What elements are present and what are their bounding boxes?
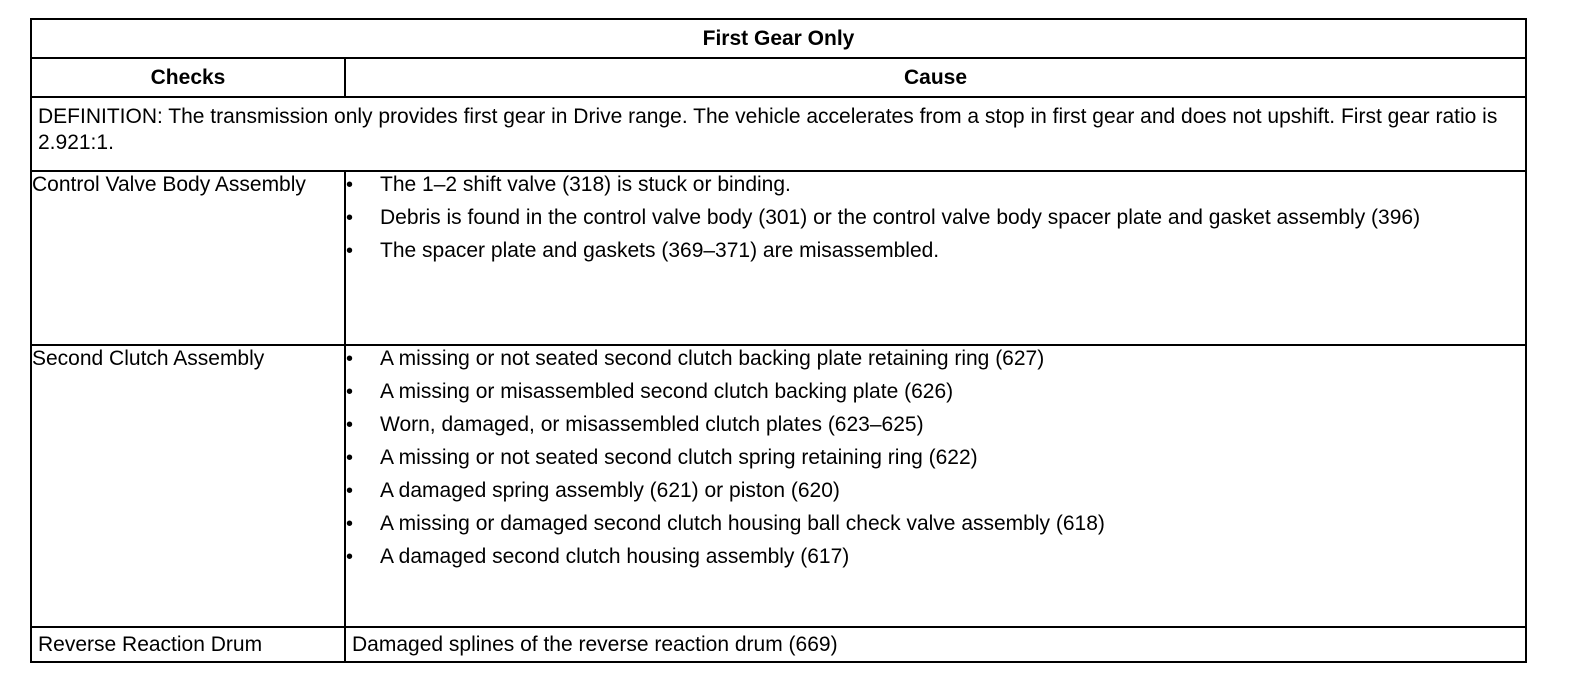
table-row: [31, 627, 1526, 662]
cause-item: [346, 238, 1525, 264]
cause-item: [346, 205, 1525, 231]
cause-text: A missing or not seated second clutch backing plate retaining ring (627): [380, 347, 1045, 370]
cause-text: Debris is found in the control valve body (301) or the control valve body spacer plate and gasket assembly (396): [380, 206, 1421, 229]
cause-text: The 1–2 shift valve (318) is stuck or binding.: [380, 173, 791, 196]
diagnostic-table: [30, 18, 1527, 663]
cause-text: The spacer plate and gaskets (369–371) are misassembled.: [380, 239, 940, 262]
cause-item: [346, 544, 1525, 570]
bullet-icon: •: [346, 174, 354, 196]
cause-item: [346, 172, 1525, 198]
cause-cell: [345, 345, 1526, 627]
cause-item: [346, 346, 1525, 372]
bullet-icon: •: [346, 414, 354, 436]
check-label: Second Clutch Assembly: [31, 345, 345, 627]
column-header-checks: Checks: [31, 58, 345, 97]
table-row: [31, 171, 1526, 345]
cause-text: A damaged spring assembly (621) or piston (620): [380, 479, 840, 502]
bullet-icon: •: [346, 381, 354, 403]
table-row: [31, 345, 1526, 627]
cause-text: A missing or not seated second clutch spring retaining ring (622): [380, 446, 978, 469]
cause-list: [346, 172, 1525, 264]
bullet-icon: •: [346, 207, 354, 229]
table-title: First Gear Only: [31, 19, 1526, 58]
cause-list: [346, 346, 1525, 570]
bullet-icon: •: [346, 480, 354, 502]
column-header-cause: Cause: [345, 58, 1526, 97]
bullet-icon: •: [346, 240, 354, 262]
cause-item: [346, 412, 1525, 438]
cause-item: [346, 379, 1525, 405]
cause-text: Worn, damaged, or misassembled clutch plates (623–625): [380, 413, 924, 436]
cause-text: A missing or misassembled second clutch backing plate (626): [380, 380, 954, 403]
cause-text: A missing or damaged second clutch housing ball check valve assembly (618): [380, 512, 1105, 535]
bullet-icon: •: [346, 513, 354, 535]
bullet-icon: •: [346, 447, 354, 469]
check-label: Reverse Reaction Drum: [31, 627, 345, 662]
cause-text: A damaged second clutch housing assembly (617): [380, 545, 850, 568]
check-label: Control Valve Body Assembly: [31, 171, 345, 345]
cause-text: Damaged splines of the reverse reaction drum (669): [345, 627, 1526, 662]
bullet-icon: •: [346, 546, 354, 568]
cause-cell: [345, 171, 1526, 345]
cause-item: [346, 445, 1525, 471]
cause-item: [346, 478, 1525, 504]
definition-text: DEFINITION: The transmission only provides first gear in Drive range. The vehicle accelerates from a stop in first gear and does not upshift. First gear ratio is 2.921:1.: [31, 97, 1526, 171]
bullet-icon: •: [346, 348, 354, 370]
cause-item: [346, 511, 1525, 537]
